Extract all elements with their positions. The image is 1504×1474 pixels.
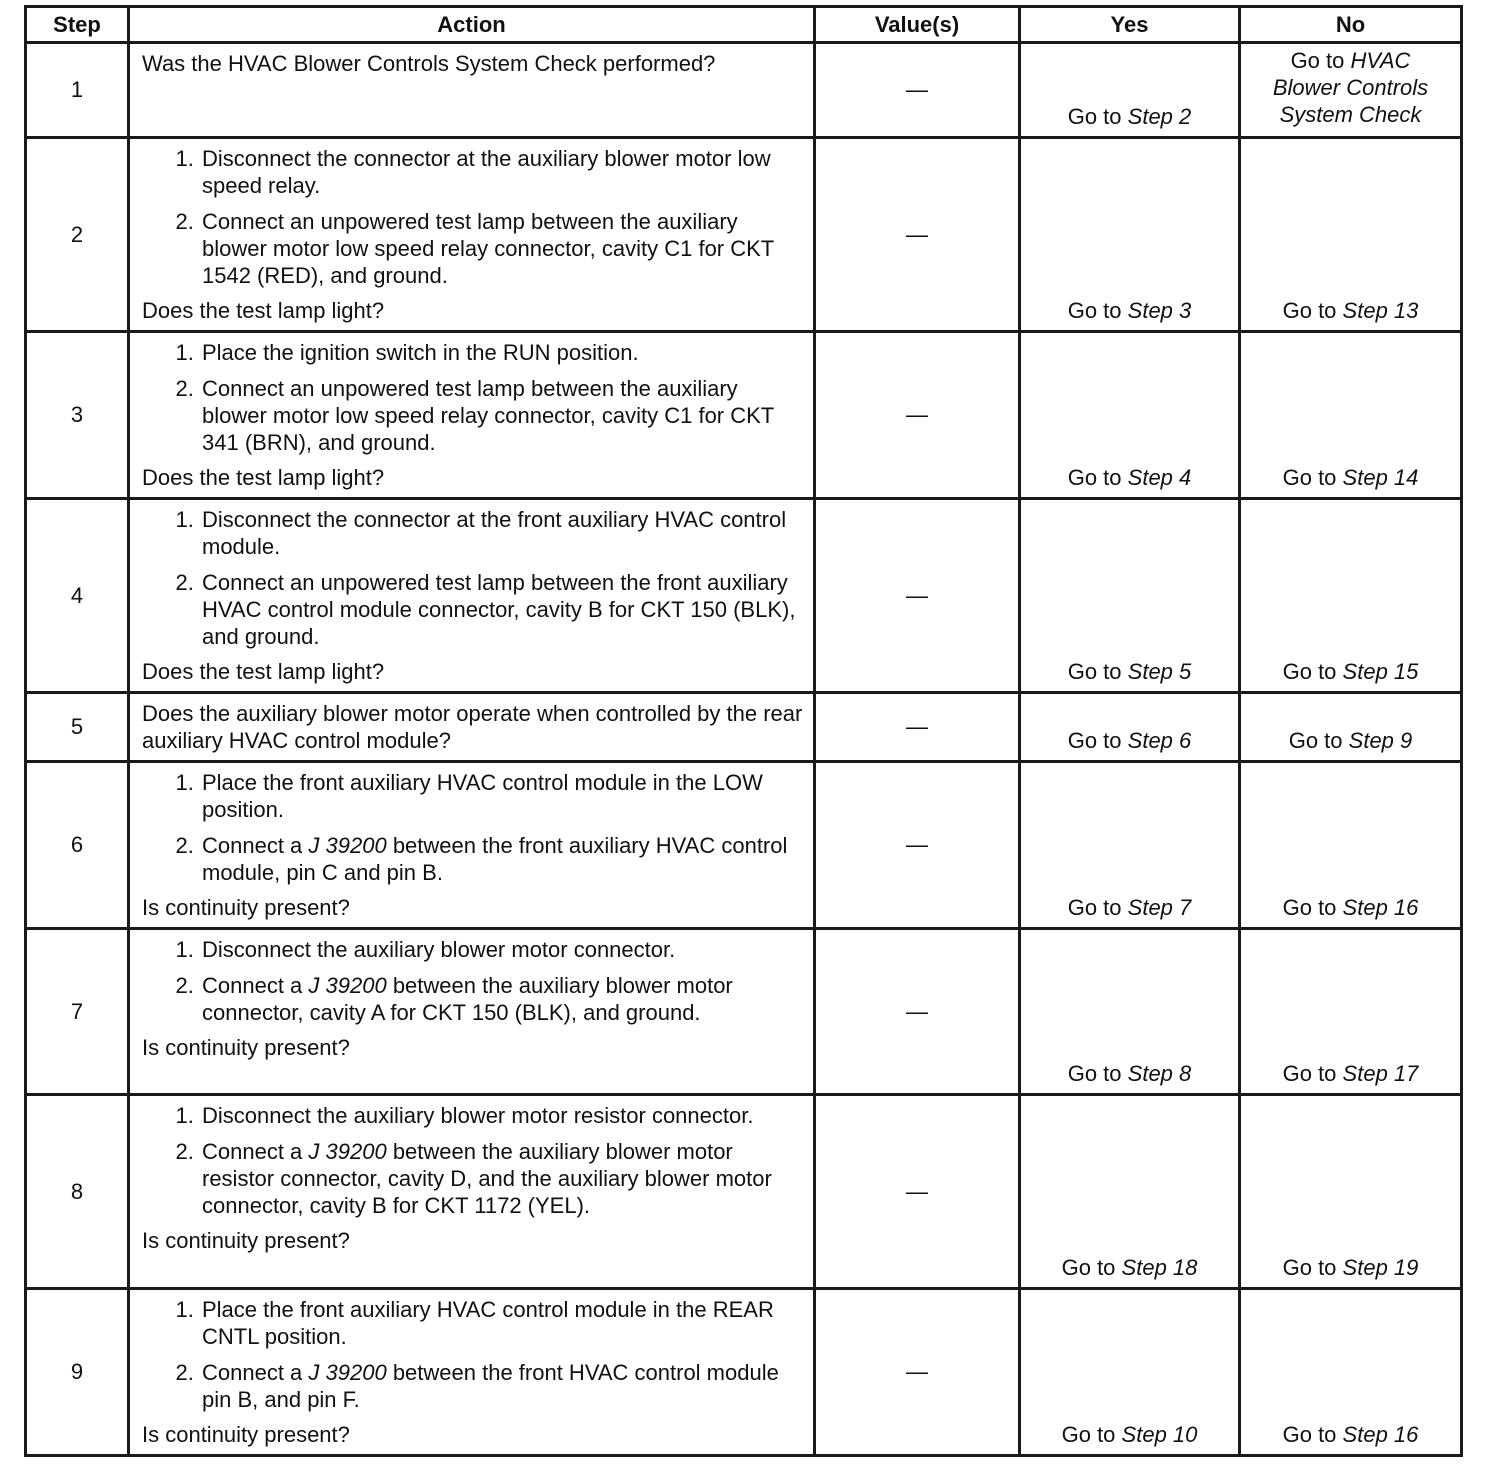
step-number: 9 xyxy=(26,1289,129,1456)
step-number: 8 xyxy=(26,1095,129,1289)
tool-reference: J 39200 xyxy=(308,833,387,858)
action-text: between the auxiliary blower motor resistor connector, cavity D, and the auxiliary blower motor connector, cavity B for CKT 1172 (YEL). xyxy=(202,1139,772,1218)
yes-cell xyxy=(1020,332,1240,499)
action-list xyxy=(142,506,805,650)
goto-prefix: Go to xyxy=(1288,728,1343,753)
question-text: Does the auxiliary blower motor operate when controlled by the rear auxiliary HVAC control module? xyxy=(142,701,803,753)
diagnostic-table xyxy=(24,5,1463,1457)
no-cell xyxy=(1240,762,1462,929)
table-row xyxy=(26,499,1462,693)
action-text: Connect a xyxy=(202,973,309,998)
yes-cell xyxy=(1020,499,1240,693)
goto-prefix: Go to xyxy=(1282,465,1337,490)
table-row xyxy=(26,1289,1462,1456)
no-cell xyxy=(1240,499,1462,693)
question-text: Was the HVAC Blower Controls System Check performed? xyxy=(142,51,716,76)
goto-step-link[interactable]: Step 17 xyxy=(1342,1061,1419,1086)
goto-prefix: Go to xyxy=(1282,1061,1337,1086)
tool-reference: J 39200 xyxy=(308,1360,387,1385)
action-cell xyxy=(129,1095,815,1289)
action-item: 2. Connect an unpowered test lamp between the auxiliary blower motor low speed relay connector, cavity C1 for CKT 341 (BRN), and ground. xyxy=(200,375,805,456)
action-cell xyxy=(129,762,815,929)
value-cell: — xyxy=(815,138,1020,332)
no-cell xyxy=(1240,332,1462,499)
goto-prefix: Go to xyxy=(1282,1422,1337,1447)
table-row xyxy=(26,1095,1462,1289)
value-cell: — xyxy=(815,929,1020,1095)
tool-reference: J 39200 xyxy=(308,973,387,998)
step-number: 4 xyxy=(26,499,129,693)
action-text: between the auxiliary blower motor connector, cavity A for CKT 150 (BLK), and ground. xyxy=(202,973,733,1025)
header-row xyxy=(26,7,1462,43)
action-item xyxy=(200,1359,805,1413)
action-cell xyxy=(129,1289,815,1456)
value-cell: — xyxy=(815,332,1020,499)
step-number: 6 xyxy=(26,762,129,929)
header-action: Action xyxy=(129,7,815,43)
action-item xyxy=(200,972,805,1026)
action-item xyxy=(200,832,805,886)
goto-prefix: Go to xyxy=(1290,47,1345,73)
tool-reference: J 39200 xyxy=(308,1139,387,1164)
action-text: between the front HVAC control module pin B, and pin F. xyxy=(202,1360,779,1412)
goto-prefix: Go to xyxy=(1067,104,1122,129)
action-item: 2. Connect an unpowered test lamp between the auxiliary blower motor low speed relay connector, cavity C1 for CKT 1542 (RED), and ground. xyxy=(200,208,805,289)
action-text: Connect a xyxy=(202,1360,309,1385)
action-list xyxy=(142,936,805,1026)
goto-step-link[interactable]: Step 18 xyxy=(1121,1255,1198,1280)
action-list xyxy=(142,145,805,289)
goto-prefix: Go to xyxy=(1067,659,1122,684)
action-item: 1. Disconnect the connector at the auxiliary blower motor low speed relay. xyxy=(200,145,805,199)
value-cell: — xyxy=(815,499,1020,693)
action-item: 1. Disconnect the auxiliary blower motor connector. xyxy=(200,936,805,963)
action-cell xyxy=(129,499,815,693)
goto-step-link[interactable]: Step 16 xyxy=(1342,895,1419,920)
yes-cell xyxy=(1020,43,1240,138)
goto-prefix: Go to xyxy=(1282,659,1337,684)
value-cell: — xyxy=(815,1289,1020,1456)
goto-step-link[interactable]: Step 19 xyxy=(1342,1255,1419,1280)
goto-step-link[interactable]: Step 6 xyxy=(1127,728,1192,753)
action-list xyxy=(142,339,805,456)
question-text: Does the test lamp light? xyxy=(142,465,385,490)
goto-step-link[interactable]: Step 13 xyxy=(1342,298,1419,323)
goto-prefix: Go to xyxy=(1067,1061,1122,1086)
no-cell xyxy=(1240,929,1462,1095)
action-cell xyxy=(129,332,815,499)
action-cell xyxy=(129,138,815,332)
header-no: No xyxy=(1240,7,1462,43)
action-text: between the front auxiliary HVAC control module, pin C and pin B. xyxy=(202,833,788,885)
yes-cell xyxy=(1020,138,1240,332)
no-goto-wrap xyxy=(1256,47,1446,128)
goto-prefix: Go to xyxy=(1282,298,1337,323)
action-item: 1. Place the front auxiliary HVAC control module in the REAR CNTL position. xyxy=(200,1296,805,1350)
goto-prefix: Go to xyxy=(1061,1255,1116,1280)
value-cell: — xyxy=(815,693,1020,762)
goto-step-link[interactable]: HVAC Blower Controls System Check xyxy=(1272,47,1429,127)
goto-step-link[interactable]: Step 7 xyxy=(1127,895,1192,920)
action-list xyxy=(142,769,805,886)
goto-prefix: Go to xyxy=(1282,895,1337,920)
action-text: Connect a xyxy=(202,1139,309,1164)
goto-prefix: Go to xyxy=(1067,298,1122,323)
action-cell xyxy=(129,929,815,1095)
yes-cell xyxy=(1020,929,1240,1095)
goto-prefix: Go to xyxy=(1067,465,1122,490)
action-list xyxy=(142,1296,805,1413)
goto-prefix: Go to xyxy=(1067,728,1122,753)
yes-cell xyxy=(1020,1095,1240,1289)
yes-cell xyxy=(1020,762,1240,929)
table-row xyxy=(26,43,1462,138)
action-item: 1. Disconnect the auxiliary blower motor resistor connector. xyxy=(200,1102,805,1129)
goto-prefix: Go to xyxy=(1067,895,1122,920)
action-item xyxy=(200,1138,805,1219)
action-cell xyxy=(129,43,815,138)
goto-step-link[interactable]: Step 10 xyxy=(1121,1422,1198,1447)
goto-prefix: Go to xyxy=(1282,1255,1337,1280)
step-number: 7 xyxy=(26,929,129,1095)
question-text: Is continuity present? xyxy=(142,1035,350,1060)
no-cell xyxy=(1240,1095,1462,1289)
goto-step-link[interactable]: Step 9 xyxy=(1348,728,1413,753)
question-text: Does the test lamp light? xyxy=(142,298,385,323)
no-cell xyxy=(1240,43,1462,138)
question-text: Does the test lamp light? xyxy=(142,659,385,684)
action-item: 1. Place the ignition switch in the RUN position. xyxy=(200,339,805,366)
action-cell xyxy=(129,693,815,762)
value-cell: — xyxy=(815,43,1020,138)
step-number: 1 xyxy=(26,43,129,138)
header-yes: Yes xyxy=(1020,7,1240,43)
goto-step-link[interactable]: Step 4 xyxy=(1127,465,1192,490)
yes-cell xyxy=(1020,1289,1240,1456)
action-item: 2. Connect an unpowered test lamp between the front auxiliary HVAC control module connector, cavity B for CKT 150 (BLK), and ground. xyxy=(200,569,805,650)
question-text: Is continuity present? xyxy=(142,895,350,920)
table-row xyxy=(26,762,1462,929)
goto-prefix: Go to xyxy=(1061,1422,1116,1447)
table-row xyxy=(26,332,1462,499)
goto-step-link[interactable]: Step 14 xyxy=(1342,465,1419,490)
question-text: Is continuity present? xyxy=(142,1228,350,1253)
header-values: Value(s) xyxy=(815,7,1020,43)
goto-step-link[interactable]: Step 5 xyxy=(1127,659,1192,684)
table-row xyxy=(26,693,1462,762)
no-cell xyxy=(1240,138,1462,332)
action-item: 1. Place the front auxiliary HVAC control module in the LOW position. xyxy=(200,769,805,823)
value-cell: — xyxy=(815,1095,1020,1289)
goto-step-link[interactable]: Step 3 xyxy=(1127,298,1192,323)
table-row xyxy=(26,138,1462,332)
goto-step-link[interactable]: Step 15 xyxy=(1342,659,1419,684)
step-number: 2 xyxy=(26,138,129,332)
value-cell: — xyxy=(815,762,1020,929)
step-number: 5 xyxy=(26,693,129,762)
goto-step-link[interactable]: Step 8 xyxy=(1127,1061,1192,1086)
table-body xyxy=(26,43,1462,1456)
step-number: 3 xyxy=(26,332,129,499)
no-cell xyxy=(1240,693,1462,762)
action-list xyxy=(142,1102,805,1219)
goto-step-link[interactable]: Step 16 xyxy=(1342,1422,1419,1447)
yes-cell xyxy=(1020,693,1240,762)
table-row xyxy=(26,929,1462,1095)
header-step: Step xyxy=(26,7,129,43)
goto-step-link[interactable]: Step 2 xyxy=(1127,104,1192,129)
no-cell xyxy=(1240,1289,1462,1456)
action-text: Connect a xyxy=(202,833,309,858)
question-text: Is continuity present? xyxy=(142,1422,350,1447)
action-item: 1. Disconnect the connector at the front auxiliary HVAC control module. xyxy=(200,506,805,560)
